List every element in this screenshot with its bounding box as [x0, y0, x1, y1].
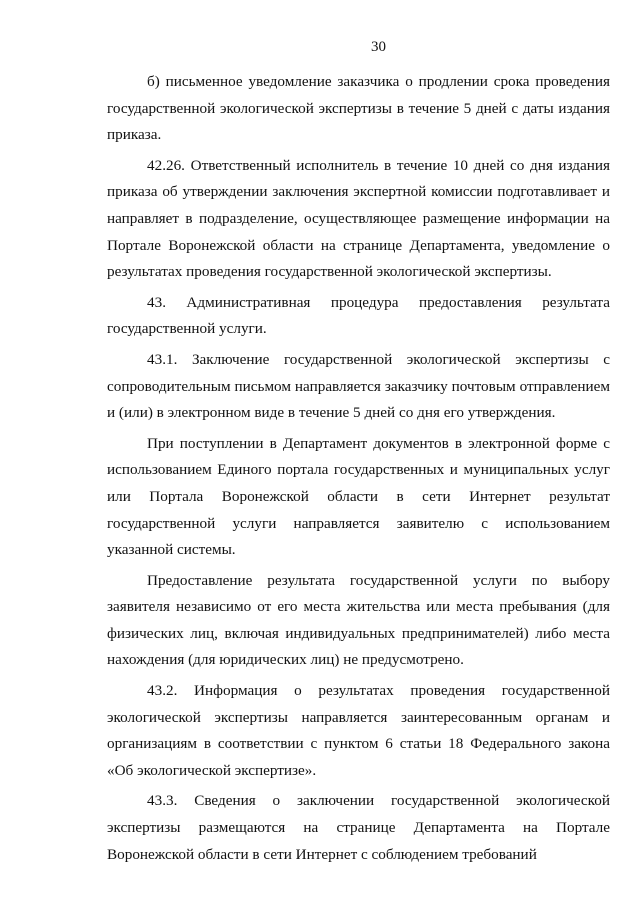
- page-number: 30: [371, 39, 386, 55]
- paragraph-43: 43. Административная процедура предоставления результата государственной услуги.: [107, 293, 610, 338]
- paragraph-result-by-choice: Предоставление результата государственной услуги по выбору заявителя независимо от его места жительства или места пребывания (для физических лиц, включая индивидуальных предпринимателей) либо места нахождения (для юридических лиц) не предусмотрено.: [107, 571, 610, 669]
- paragraph-43-1: 43.1. Заключение государственной экологической экспертизы с сопроводительным письмом направляется заказчику почтовым отправлением и (или) в электронном виде в течение 5 дней со дня его утверждения.: [107, 350, 610, 422]
- paragraph-b-notification: б) письменное уведомление заказчика о продлении срока проведения государственной экологической экспертизы в течение 5 дней с даты издания приказа.: [107, 73, 610, 144]
- paragraph-electronic-submission: При поступлении в Департамент документов в электронной форме с использованием Единого портала государственных и муниципальных услуг или Портала Воронежской области в сети Интернет результат государственной услуги направляется заявителю с использованием указанной системы.: [107, 434, 610, 559]
- paragraph-42-26: 42.26. Ответственный исполнитель в течение 10 дней со дня издания приказа об утверждении заключения экспертной комиссии подготавливает и направляет в подразделение, осуществляющее размещение информации на Портале Воронежской области на странице Департамента, уведомление о результатах проведения государственной экологической экспертизы.: [107, 156, 610, 281]
- paragraph-43-2: 43.2. Информация о результатах проведения государственной экологической экспертизы направляется заинтересованным органам и организациям в соответствии с пунктом 6 статьи 18 Федерального закона «Об экологической экспертизе».: [107, 682, 610, 779]
- paragraph-43-3: 43.3. Сведения о заключении государственной экологической экспертизы размещаются на странице Департамента на Портале Воронежской области в сети Интернет с соблюдением требований: [107, 792, 610, 863]
